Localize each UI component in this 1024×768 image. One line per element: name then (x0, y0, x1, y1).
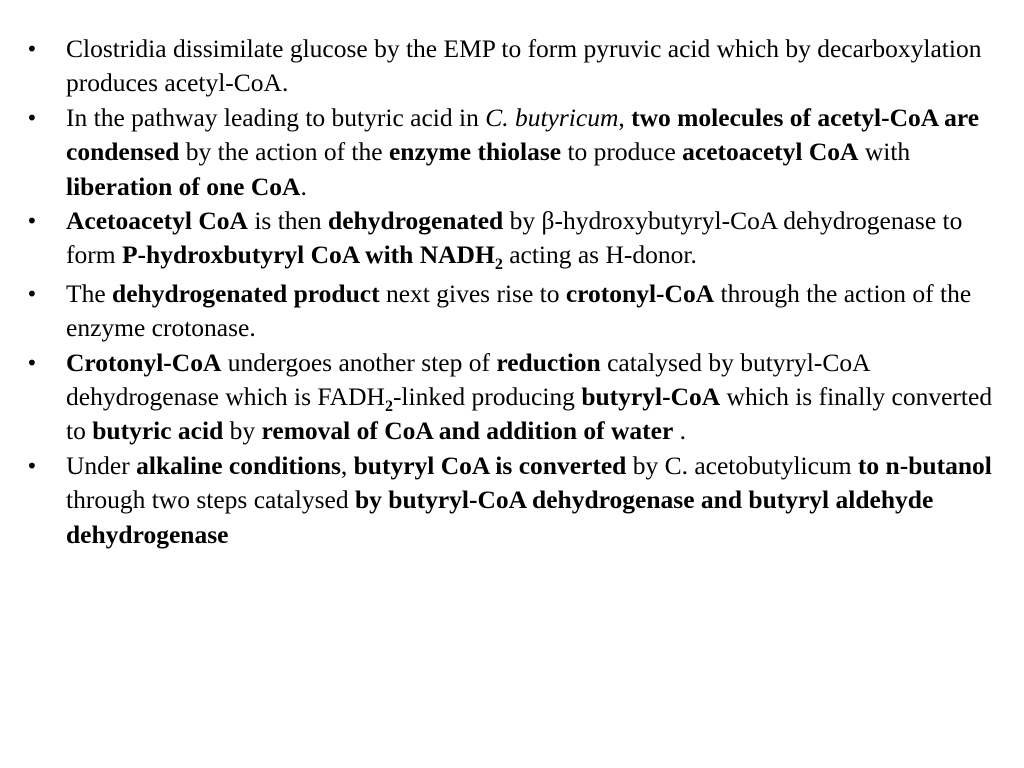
bullet-item-3 (26, 204, 1002, 273)
text-run: Crotonyl-CoA (66, 347, 222, 377)
text-run: two molecules of acetyl-CoA are condensed (66, 102, 980, 167)
text-run: acetoacetyl CoA (682, 137, 859, 167)
text-run: by the action of the (179, 137, 389, 167)
text-run: 2 (384, 398, 393, 416)
text-run: through two steps catalysed (66, 485, 355, 515)
text-run: In the pathway leading to butyric acid in (66, 102, 486, 132)
text-run: enzyme thiolase (388, 137, 562, 167)
bullet-text-6 (66, 449, 1002, 552)
bullet-text-4 (66, 277, 1002, 346)
bullet-text-5 (66, 346, 1002, 449)
text-run: acting as H-donor. (502, 240, 697, 270)
text-run: C. butyricum (485, 102, 619, 132)
bullet-icon: • (26, 37, 38, 61)
text-run: dehydrogenated product (112, 278, 380, 308)
text-run: -linked producing (392, 382, 582, 412)
bullet-icon: • (26, 209, 38, 234)
text-run: . (673, 416, 687, 446)
bullet-icon: • (26, 105, 38, 130)
text-run: by butyryl-CoA dehydrogenase and butyryl aldehyde dehydrogenase (66, 485, 934, 549)
text-run: dehydrogenated (328, 206, 504, 236)
text-run: . (300, 171, 307, 201)
bullet-item-5 (26, 346, 1002, 449)
text-run: reduction (496, 347, 601, 377)
bullet-item-4 (26, 277, 1002, 346)
text-run: Acetoacetyl CoA (66, 206, 248, 236)
text-run: Clostridia dissimilate glucose by the EMP to form pyruvic acid which by decarboxylation produces acetyl-CoA. (66, 34, 982, 98)
bullet-text-1 (66, 32, 1002, 101)
bullet-text-3 (66, 204, 1002, 273)
text-run: Under (66, 450, 137, 480)
text-run: , (340, 450, 354, 480)
text-run: removal of CoA and addition of water (261, 416, 674, 446)
text-run: catalysed by butyryl-CoA dehydrogenase which is FADH (66, 347, 870, 412)
text-run: butyryl CoA is converted (353, 450, 627, 480)
bullet-item-1 (26, 32, 1002, 101)
bullet-icon: • (26, 281, 38, 306)
text-run: undergoes another step of (221, 347, 497, 377)
text-run: , (618, 102, 632, 132)
text-run: 2 (494, 256, 503, 274)
text-run: butyryl-CoA (581, 382, 721, 412)
bullet-list (26, 32, 1002, 552)
text-run: P-hydroxbutyryl CoA with NADH (121, 240, 495, 270)
text-run: is then (247, 206, 329, 236)
bullet-icon: • (26, 453, 38, 478)
bullet-item-6 (26, 449, 1002, 552)
text-run: with (858, 137, 911, 167)
text-run: liberation of one CoA (66, 171, 301, 201)
text-run: crotonyl-CoA (565, 278, 715, 308)
text-run: The (66, 278, 113, 308)
text-run: butyric acid (92, 416, 224, 446)
text-run: by β-hydroxybutyryl-CoA dehydrogenase to form (66, 206, 963, 270)
bullet-item-2 (26, 101, 1002, 204)
text-run: alkaline conditions (136, 450, 341, 480)
text-run: to n-butanol (857, 450, 992, 480)
text-run: next gives rise to (379, 278, 566, 308)
text-run: to produce (561, 137, 683, 167)
bullet-text-2 (66, 101, 1002, 204)
text-run: by C. acetobutylicum (626, 450, 858, 480)
text-run: which is finally converted to (66, 382, 993, 446)
text-run: through the action of the enzyme crotonase. (66, 278, 972, 343)
bullet-icon: • (26, 350, 38, 375)
text-run: by (223, 416, 262, 446)
